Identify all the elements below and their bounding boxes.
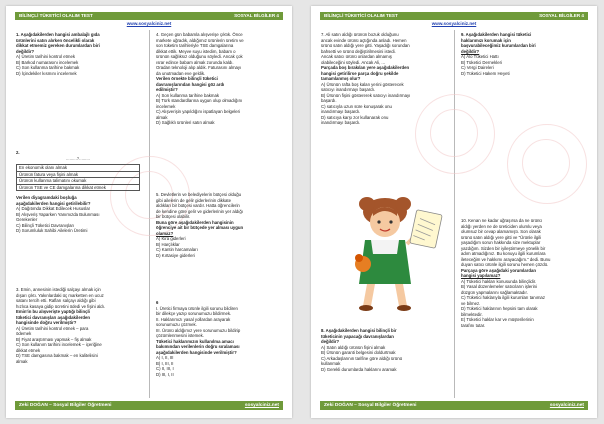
option[interactable]: B) Fiyat araştırması yapmak – fiş almak [16, 336, 92, 342]
column-divider [454, 30, 455, 398]
question-4: 4. Geçen gün babamla alışverişe çıktık. Önce markete uğradık, aldığımız ürünlerin üretim ve son tüketim tarihleriyle TSE damgalarına dikkat ettik. Meyve suyu istedim, babam o ürünün sağlıksız olduğunu söyledi. Ancak çok ısrar edince babam almak zorunda kaldı. Oradan teknoloji alıp aldık. Faturasını almayı da unutmadan eve geldik. Verilen örnekte bilinçli tüketici davranışlarından hangisi göz ardı edilmiştir? A) Son kullanma tarihine bakmak B) Türk standardlarına uygun olup olmadığını incelemek C) Alışverişin yapıldığını ispatlayan belgeleri almak D) Sağlıklı ürünleri satın almak [156, 32, 280, 126]
option[interactable]: D) TSE damgasına bakmak – en kalitelisini [16, 353, 98, 358]
table-row: Ürünün kullanma talimatını okumak [17, 178, 140, 185]
option[interactable]: B) Harçlıklar [156, 241, 180, 247]
option[interactable]: C) Tüketici haklarıyla ilgili kurumları tanımaz [461, 295, 545, 300]
option[interactable]: bilmektedir. [461, 311, 483, 317]
option[interactable]: D) III, I, II [156, 371, 174, 377]
watermark-seal [507, 124, 587, 204]
website-link[interactable]: www.sosyalciniz.net [431, 21, 477, 26]
option[interactable]: inandırmayı başardı. [321, 120, 361, 125]
option[interactable]: B) Barkod numarasını incelemek [16, 59, 79, 65]
option[interactable]: almak [16, 358, 28, 364]
option[interactable]: D) Sorumluluk Sahibi Ailelerin Üretimi [16, 228, 88, 233]
option[interactable]: D) satıcıya karşı zor kullanarak onu [321, 114, 389, 120]
option[interactable]: C) Vergi Daireleri [461, 65, 494, 70]
page-left [6, 6, 292, 418]
option[interactable]: satıcıyı inandırmayı başardı. [321, 87, 375, 92]
subject-label: SOSYAL BİLGİLER 4 [234, 13, 279, 18]
option[interactable]: D) Sağlıklı ürünleri satın almak [156, 120, 215, 125]
option[interactable]: B) Ürünün garanti belgesini doldurtmak [321, 350, 396, 355]
option[interactable]: B) Alışveriş Yaparken Yanımızda Bulunması [16, 211, 100, 217]
option[interactable]: kullanmak [321, 361, 341, 366]
option[interactable]: incelemek [156, 103, 176, 109]
diagram-table [16, 164, 140, 191]
option[interactable]: başardı. [321, 98, 337, 103]
option[interactable]: düzgün yapmalarını sağlamaktadır. [461, 289, 528, 295]
option[interactable]: A) Üretim tarihini kontrol etmek [16, 54, 75, 59]
test-title: BİLİNÇLİ TÜKETİCİ OLALIM TEST [19, 13, 93, 18]
option[interactable]: B) Tüketici Dernekleri [461, 59, 502, 65]
header-band [15, 12, 283, 20]
girl-with-list-illustration [323, 192, 453, 312]
table-row: Ürünün fatura veya fişini almak [17, 171, 140, 178]
option[interactable]: C) Bilinçli Tüketici Davranışları [16, 222, 75, 228]
option[interactable]: ve bilmez. [461, 300, 481, 306]
option[interactable]: almak [156, 114, 168, 120]
option[interactable]: C) II, III, I [156, 366, 174, 371]
option[interactable]: A) Üretim tarihini kontrol etmek – para [16, 325, 89, 331]
option[interactable]: A) Son kullanma tarihine bakmak [156, 92, 220, 98]
question-10: 10. Kenan ne kadar uğraşırsa da ne ürünü aldığı yerden ne de üreticiden olumlu veya olumsuz bir cevap alamamıştı. Son olarak ürünü satın aldığı yere gitti ve "Ürünle ilgili yaşadığım sorun hakkında size mektuplar yazdığım. Sizden bir iyileştirmeye yönelik bir adım atmadığınız. Bu konuyu ilgili kurumlara ileteceğim ve hakkımı arayacağım." dedi. Bunu duyan satıcı ürünle ilgili sorunu hemen çözdü. Parçaya göre aşağıdaki yorumlardan hangisi yapılamaz? A) Tüketici hakları konusunda bilinçlidir. B) Yasal düzenlemeler satıcıların işlerini düzgün yapmalarını sağlamaktadır. C) Tüketici haklarıyla ilgili kurumları tanımaz ve bilmez. D) Tüketici haklarının hepsini tam olarak bilmektedir. E) Tüketici haklar kar ve müşterilerinin tarafını tutar. [461, 218, 585, 328]
option[interactable]: ödemek [16, 331, 32, 336]
option[interactable]: A) Kira giderleri [156, 236, 186, 241]
option[interactable]: A) Ürünün rafta boş kalan yerini gösterecek [321, 81, 404, 87]
question-2: 2. .........?......... En ekonomik olanı almak Ürünün fatura veya fişini almak Ürünün kullanma talimatını okumak Ürünün TSE ve CE damgalarına dikkat etmek Verilen diyagramdaki boşluğa aşağıdakilerden hangisi getirilebilir? A) Dağıtımda Dikkat Edilecek Hususlar B) Alışveriş Yaparken Yanımızda Bulunması Gerekenler C) Bilinçli Tüketici Davranışları D) Sorumluluk Sahibi Ailelerin Üretimi [16, 150, 140, 234]
footer-link[interactable]: sosyalciniz.net [244, 403, 279, 408]
option[interactable]: D) Gerekli durumlarda haklarını aramak [321, 366, 397, 372]
option[interactable]: A) Satın aldığı ürünün fişini almak [321, 344, 386, 350]
option[interactable]: D) İçindekiler kısmını incelemek [16, 70, 77, 76]
option[interactable]: dikkat etmek [16, 347, 41, 353]
option[interactable]: C) Arkadaşlarının tarifine göre aldığı ürünü [321, 355, 402, 361]
question-8: 8. Aşağıdakilerden hangisi bilinçli bir tüketicinin yapacağı davranışlardan değildir? A) Satın aldığı ürünün fişini almak B) Ürünün garanti belgesini doldurtmak C) Arkadaşlarının tarifine göre aldığı ürünü kullanmak D) Gerekli durumlarda haklarını aramak [321, 328, 445, 372]
question-3: 3. Emin, annesinin istediği salçayı almak için dışarı çıktı. Yakınlardaki üç marketten en ucuz satanı tercih etti. Rafları salçayı aldığı gibi hızlıca kasaya gidip ücretini ödedi ve fişini aldı. Emin'in bu alışverişte yaptığı bilinçli tüketici davranışları aşağıdakilerden hangisinde doğru verilmiştir? A) Üretim tarihini kontrol etmek – para ödemek B) Fiyat araştırması yapmak – fiş almak C) Son kullanım tarihini incelemek – içeriğine dikkat etmek D) TSE damgasına bakmak – en kalitelisini almak [16, 287, 140, 364]
test-title: BİLİNÇLİ TÜKETİCİ OLALIM TEST [324, 13, 398, 18]
footer-band [320, 401, 588, 410]
header-band [320, 12, 588, 20]
question-7: 7. Ali satın aldığı ürünün bozuk olduğunu ancak evinde ürünü açtığında anladı. Hemen ürünü satın aldığı yere gitti. Yaşadığı sorundan bahsetti ve ürünü değiştirilmesini istedi. Ancak satıcı ürünü onlardan almamış olabileceğini söyledi. Ancak Ali, ... Parçada boş bırakılan yere aşağıdakilerden hangisi getirilirse parça doğru şekilde tamamlanmış olur? A) Ürünün rafta boş kalan yerini gösterecek satıcıyı inandırmayı başardı. B) Ürünün fişini göstererek satıcıyı inandırmayı başardı. C) satıcıyla uzun süre konuşarak onu inandırmayı başardı. D) satıcıya karşı zor kullanarak onu inandırmayı başardı. [321, 32, 445, 126]
author-credit: Zeki DOĞAN – Sosyal Bilgiler Öğretmeni [324, 403, 417, 408]
option[interactable]: inandırmayı başardı. [321, 109, 361, 114]
option[interactable]: tarafını tutar. [461, 322, 486, 328]
question-9: 9. Aşağıdakilerden hangisi tüketici haklarımızı korumak için başvurabileceğimiz kurumlardan biri değildir? A) Alo Tüketici Hattı B) Tüketici Dernekleri C) Vergi Daireleri D) Tüketici Hakem Heyeti [461, 32, 585, 76]
question-6: 6 I. Üretici firmaya ürünle ilgili sorunu bildiren bir dilekçe yazıp sorunumuzu bildirmek. II. Haklarımızı yasal yollardan arayarak sorunumuzu çözmek. III. Ürünü aldığımız yere sorunumuzu bildirip çözümlenmesini istemek. Tüketici haklarımızın kullanılma amacı bakımından verilenlerin doğru sıralaması aşağıdakilerden hangisinde verilmiştir? A) I, II, III B) I, III, II C) II, III, I D) III, I, II [156, 300, 280, 377]
option[interactable]: B) Ürünün fişini göstererek satıcıyı inandırmayı [321, 92, 411, 98]
table-row: En ekonomik olanı almak [17, 165, 140, 172]
option[interactable]: C) satıcıyla uzun süre konuşarak onu [321, 103, 392, 109]
option[interactable]: B) I, III, II [156, 360, 174, 366]
option[interactable]: D) Tüketici haklarının hepsini tam olarak [461, 306, 538, 311]
option[interactable]: A) Tüketici hakları konusunda bilinçlidir. [461, 278, 537, 284]
option[interactable]: C) Kantin harcamaları [156, 247, 198, 252]
option[interactable]: A) I, II, III [156, 355, 174, 360]
website-link[interactable]: www.sosyalciniz.net [126, 21, 172, 26]
option[interactable]: B) Türk standardlarına uygun olup olmadığını [156, 98, 243, 103]
option[interactable]: B) Yasal düzenlemeler satıcıların işlerini [461, 284, 538, 289]
option[interactable]: Gerekenler [16, 217, 38, 222]
option[interactable]: C) Son kullanım tarihini incelemek – içeriğine [16, 342, 102, 347]
option[interactable]: C) Alışverişin yapıldığını ispatlayan belgeleri [156, 109, 241, 114]
option[interactable]: D) Kırtasiye giderleri [156, 252, 195, 258]
table-row: Ürünün TSE ve CE damgalarına dikkat etmek [17, 184, 140, 191]
footer-link[interactable]: sosyalciniz.net [549, 403, 584, 408]
option[interactable]: A) Dağıtımda Dikkat Edilecek Hususlar [16, 206, 91, 211]
question-5: 5. Devletlerin ve belediyelerin bütçesi olduğu gibi ailelerin de gelir giderlerinin dikkate aldıkları bir bütçesi vardır. Hatta öğrencilerin de kendine göre gelir ve giderlerinin yer aldığı bir bütçesi olabilir. Buna göre aşağıdakilerden hangisinin öğrenciye ait bir bütçede yer alması uygun olamaz? A) Kira giderleri B) Harçlıklar C) Kantin harcamaları D) Kırtasiye giderleri [156, 192, 280, 258]
subject-label: SOSYAL BİLGİLER 4 [539, 13, 584, 18]
option[interactable]: D) Tüketici Hakem Heyeti [461, 70, 510, 76]
page-right [311, 6, 597, 418]
option[interactable]: A) Alo Tüketici Hattı [461, 54, 499, 59]
question-1: 1. Aşağıdakilerden hangisi ambalajlı gıda ürünlerini satın alırken öncelikli olarak dikkat etmemiz gereken durumlardan biri değildir? A) Üretim tarihini kontrol etmek B) Barkod numarasını incelemek C) Son kullanma tarihine bakmak D) İçindekiler kısmını incelemek [16, 32, 140, 76]
footer-band [15, 401, 283, 410]
option[interactable]: C) Son kullanma tarihine bakmak [16, 65, 80, 70]
author-credit: Zeki DOĞAN – Sosyal Bilgiler Öğretmeni [19, 403, 112, 408]
option[interactable]: E) Tüketici haklar kar ve müşterilerinin [461, 317, 534, 322]
